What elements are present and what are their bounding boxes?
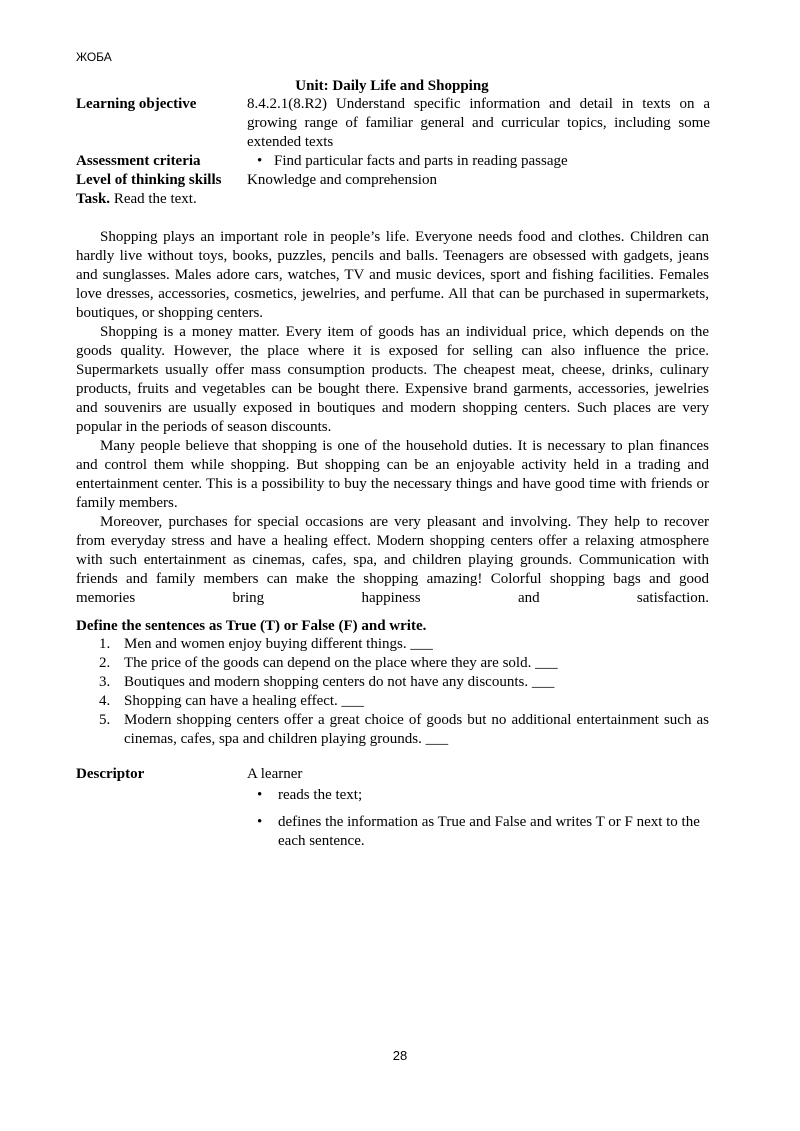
tf-item <box>76 673 709 692</box>
task-value: Read the text. <box>110 191 197 207</box>
tf-item-text: Men and women enjoy buying different things. ___ <box>124 636 433 652</box>
tf-item <box>76 711 709 749</box>
tf-item <box>76 692 709 711</box>
assessment-criteria-label: Assessment criteria <box>76 153 201 169</box>
learning-objective-label: Learning objective <box>76 96 197 112</box>
tf-item-text: Shopping can have a healing effect. ___ <box>124 693 365 709</box>
descriptor-item: • reads the text; <box>247 786 707 805</box>
descriptor-item: • defines the information as True and False and writes T or F next to the each sentence. <box>247 813 707 851</box>
tf-item-text: The price of the goods can depend on the place where they are sold. ___ <box>124 655 558 671</box>
descriptor-intro: A learner <box>247 766 303 782</box>
tf-item-number: 3. <box>99 674 111 690</box>
tf-item-number: 4. <box>99 693 111 709</box>
reading-paragraph-4: Moreover, purchases for special occasions are very pleasant and involving. They help to recover from everyday stress and have a healing effect. Modern shopping centers offer a relaxing atmosphere with such entertainment as cinemas, cafes, spa, and children playing grounds. Communication with friends and family members can make the shopping amazing! Colorful shopping bags and good memories bring happiness and satisfaction. <box>76 514 709 606</box>
tf-item-number: 2. <box>99 655 111 671</box>
task-row <box>76 190 712 209</box>
reading-paragraph-3: Many people believe that shopping is one of the household duties. It is necessary to plan finances and control them while shopping. But shopping can be an enjoyable activity held in a trading and entertainment center. This is a possibility to buy the necessary things and have good time with friends or family members. <box>76 438 709 511</box>
reading-paragraph-2: Shopping is a money matter. Every item of goods has an individual price, which depends on the goods quality. However, the place where it is exposed for selling can also influence the price. Supermarkets usually offer mass consumption products. The cheapest meat, cheese, drinks, culinary products, fruits and vegetables can be bought there. Expensive brand garments, accessories, jewelries and souvenirs are usually exposed in boutiques and modern shopping centers. Such places are very popular in the periods of season discounts. <box>76 324 709 435</box>
reading-paragraph-1: Shopping plays an important role in people’s life. Everyone needs food and clothes. Children can hardly live without toys, books, puzzles, pencils and balls. Teenagers are obsessed with gadgets, jeans and sunglasses. Males adore cars, watches, TV and music devices, sport and fishing facilities. Females love dresses, accessories, cosmetics, jewelries, and perfume. All that can be purchased in supermarkets, boutiques, or shopping centers. <box>76 229 709 321</box>
tf-item-number: 5. <box>99 712 111 728</box>
tf-item-text: Boutiques and modern shopping centers do not have any discounts. ___ <box>124 674 555 690</box>
reading-text <box>76 228 709 608</box>
tf-item <box>76 635 709 654</box>
thinking-skills-label: Level of thinking skills <box>76 172 222 188</box>
learning-objective-row <box>76 95 712 152</box>
descriptor-label: Descriptor <box>76 766 145 782</box>
thinking-skills-value: Knowledge and comprehension <box>247 172 437 188</box>
tf-item-number: 1. <box>99 636 111 652</box>
page-title: Unit: Daily Life and Shopping <box>295 78 489 94</box>
tf-task-title: Define the sentences as True (T) or False (F) and write. <box>76 618 427 634</box>
tf-list <box>76 635 709 749</box>
tf-item <box>76 654 709 673</box>
tf-item-text: Modern shopping centers offer a great choice of goods but no additional entertainment such as cinemas, cafes, spa and children playing grounds. ___ <box>124 712 709 747</box>
assessment-criteria-value: • Find particular facts and parts in reading passage <box>247 152 710 171</box>
task-label: Task. <box>76 191 111 207</box>
learning-objective-value: 8.4.2.1(8.R2) Understand specific information and detail in texts on a growing range of familiar general and curricular topics, including some extended texts <box>247 96 710 150</box>
page-number: 28 <box>392 1048 408 1063</box>
header-tag: ЖОБА <box>76 50 112 64</box>
